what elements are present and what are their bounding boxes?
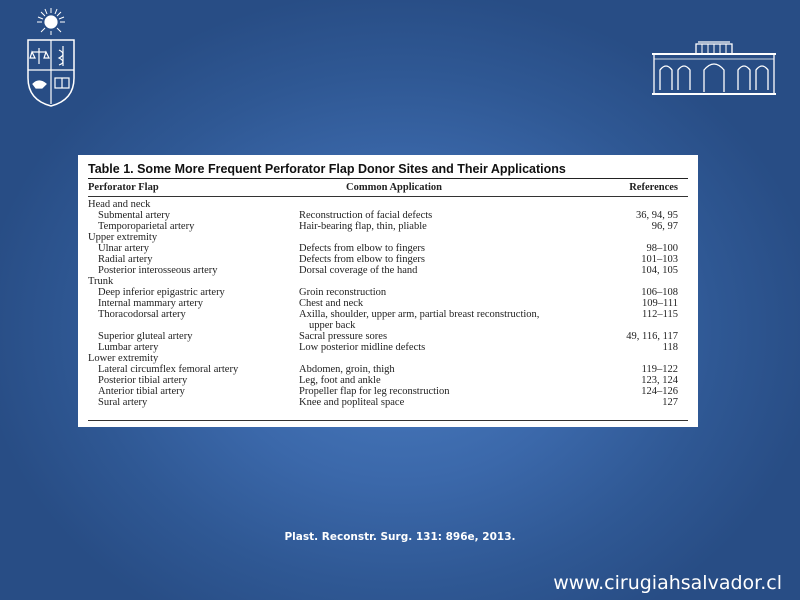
hospital-building-icon: [652, 40, 776, 96]
table-group-row: [88, 276, 688, 287]
flap-name: Temporoparietal artery: [98, 221, 195, 232]
table-bottom-rule: [88, 420, 688, 421]
table-row: [88, 287, 688, 298]
flap-name: Radial artery: [98, 254, 153, 265]
application-line: Sacral pressure sores: [299, 331, 388, 342]
application-text: [299, 386, 589, 397]
references-cell: 123, 124: [641, 375, 678, 386]
application-line: Defects from elbow to fingers: [299, 254, 425, 265]
application-text: [299, 331, 589, 342]
header-perforator-flap: Perforator Flap: [88, 182, 159, 193]
perforator-flap-table: [78, 155, 698, 427]
table-row: [88, 331, 688, 342]
application-text: [299, 265, 589, 276]
group-label: Upper extremity: [88, 232, 158, 243]
application-line: Chest and neck: [299, 298, 364, 309]
flap-name: Superior gluteal artery: [98, 331, 193, 342]
table-row: [88, 386, 688, 397]
table-row: [88, 254, 688, 265]
website-url: www.cirugiahsalvador.cl: [553, 572, 782, 594]
application-line: Axilla, shoulder, upper arm, partial breast reconstruction,: [299, 309, 540, 320]
references-cell: 109–111: [642, 298, 678, 309]
references-cell: 127: [662, 397, 678, 408]
flap-name: Ulnar artery: [98, 243, 150, 254]
application-text: [299, 243, 589, 254]
application-line: Hair-bearing flap, thin, pliable: [299, 221, 427, 232]
application-text: [299, 375, 589, 386]
table-row: [88, 375, 688, 386]
table-row: [88, 221, 688, 232]
table-row: [88, 210, 688, 221]
table-row: [88, 397, 688, 408]
table-header: [88, 180, 688, 197]
flap-name: Lateral circumflex femoral artery: [98, 364, 239, 375]
table-group-row: [88, 353, 688, 364]
header-references: References: [629, 182, 678, 193]
table-row: [88, 342, 688, 353]
application-line: Dorsal coverage of the hand: [299, 265, 418, 276]
references-cell: 36, 94, 95: [636, 210, 678, 221]
application-text: [299, 342, 589, 353]
table-row: [88, 364, 688, 375]
application-line: Reconstruction of facial defects: [299, 210, 433, 221]
application-text: [299, 254, 589, 265]
references-cell: 101–103: [641, 254, 678, 265]
table-title: Table 1. Some More Frequent Perforator Flap Donor Sites and Their Applications: [88, 160, 688, 179]
application-line: Propeller flap for leg reconstruction: [299, 386, 450, 397]
table-row: [88, 265, 688, 276]
table-group-row: [88, 232, 688, 243]
application-line: Knee and popliteal space: [299, 397, 405, 408]
flap-name: Internal mammary artery: [98, 298, 203, 309]
references-cell: 98–100: [646, 243, 678, 254]
flap-name: Thoracodorsal artery: [98, 309, 186, 320]
application-text: [299, 298, 589, 309]
references-cell: 118: [662, 342, 678, 353]
table-row: [88, 298, 688, 309]
references-cell: 96, 97: [651, 221, 678, 232]
application-line: Leg, foot and ankle: [299, 375, 381, 386]
table-row: [88, 309, 688, 331]
application-line: Groin reconstruction: [299, 287, 387, 298]
references-cell: 124–126: [641, 386, 678, 397]
application-text: [299, 210, 589, 221]
flap-name: Deep inferior epigastric artery: [98, 287, 225, 298]
group-label: Trunk: [88, 276, 114, 287]
application-text: [299, 221, 589, 232]
references-cell: 119–122: [641, 364, 678, 375]
application-line: Abdomen, groin, thigh: [299, 364, 395, 375]
references-cell: 49, 116, 117: [626, 331, 678, 342]
group-label: Head and neck: [88, 199, 151, 210]
application-line-continued: upper back: [309, 320, 356, 331]
group-label: Lower extremity: [88, 353, 159, 364]
citation-text: Plast. Reconstr. Surg. 131: 896e, 2013.: [284, 531, 516, 543]
flap-name: Anterior tibial artery: [98, 386, 185, 397]
references-cell: 112–115: [642, 309, 678, 320]
application-text: [299, 397, 589, 408]
references-cell: 104, 105: [641, 265, 678, 276]
flap-name: Submental artery: [98, 210, 171, 221]
application-line: Low posterior midline defects: [299, 342, 426, 353]
flap-name: Lumbar artery: [98, 342, 159, 353]
flap-name: Sural artery: [98, 397, 148, 408]
header-common-application: Common Application: [346, 182, 442, 193]
application-line: Defects from elbow to fingers: [299, 243, 425, 254]
application-text: [299, 364, 589, 375]
application-text: [299, 287, 589, 298]
flap-name: Posterior interosseous artery: [98, 265, 218, 276]
references-cell: 106–108: [641, 287, 678, 298]
university-crest-icon: [22, 8, 80, 108]
application-text: [299, 309, 589, 331]
flap-name: Posterior tibial artery: [98, 375, 188, 386]
table-row: [88, 243, 688, 254]
table-body: [88, 197, 688, 408]
table-group-row: [88, 199, 688, 210]
